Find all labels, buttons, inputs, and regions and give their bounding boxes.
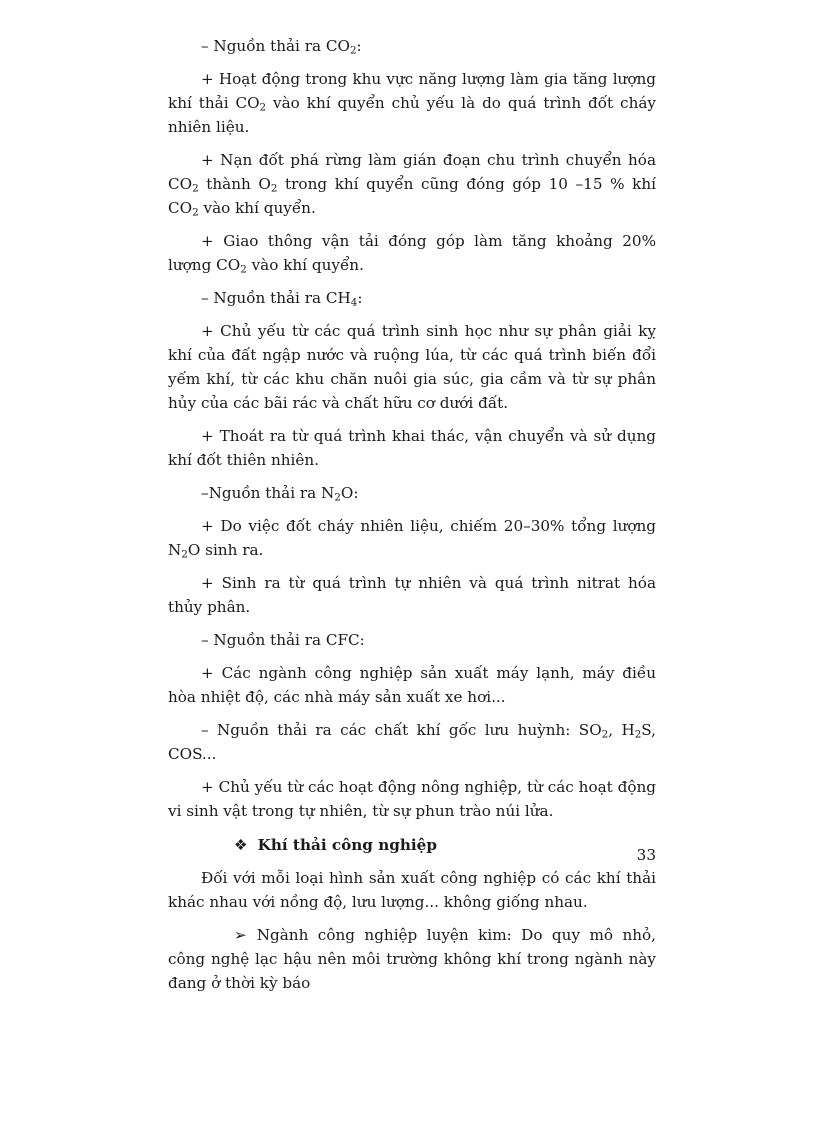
ch4-natural-gas-paragraph: + Thoát ra từ quá trình khai thác, vận chuyển và sử dụng khí đốt thiên nhiên. xyxy=(168,427,656,469)
sulfur-sources-heading: – Nguồn thải ra các chất khí gốc lưu huỳnh: $SO_2$, $H_2S$, COS... xyxy=(168,721,656,763)
n2o-natural-paragraph: + Sinh ra từ quá trình tự nhiên và quá trình nitrat hóa thủy phân. xyxy=(168,574,656,616)
ch4-biological-paragraph: + Chủ yếu từ các quá trình sinh học như sự phân giải kỵ khí của đất ngập nước và ruộng lúa, từ các quá trình biến đổi yếm khí, từ các khu chăn nuôi gia súc, gia cầm và từ sự phân hủy của các bãi rác và chất hữu cơ dưới đất. xyxy=(168,322,656,412)
cfc-industry-paragraph: + Các ngành công nghiệp sản xuất máy lạnh, máy điều hòa nhiệt độ, các nhà máy sản xuất xe hơi... xyxy=(168,664,656,706)
co2-transport-paragraph: + Giao thông vận tải đóng góp làm tăng khoảng 20% lượng $CO_2$ vào khí quyển. xyxy=(168,232,656,276)
metallurgy-paragraph: ➢ Ngành công nghiệp luyện kim: Do quy mô nhỏ, công nghệ lạc hậu nên môi trường không khí trong ngành này đang ở thời kỳ báo xyxy=(168,923,656,995)
page-number: 33 xyxy=(636,846,656,864)
cfc-sources-heading: – Nguồn thải ra CFC: xyxy=(201,631,365,649)
page-body xyxy=(168,34,656,1004)
co2-sources-heading: – Nguồn thải ra $CO_2$: xyxy=(201,37,362,57)
n2o-sources-heading: –Nguồn thải ra $N_2O$: xyxy=(201,484,359,504)
arrowhead-bullet-icon: ➢ xyxy=(234,926,247,944)
co2-energy-paragraph: + Hoạt động trong khu vực năng lượng làm gia tăng lượng khí thải $CO_2$ vào khí quyển chủ yếu là do quá trình đốt cháy nhiên liệu. xyxy=(168,70,656,136)
ch4-sources-heading: – Nguồn thải ra $CH_4$: xyxy=(201,289,363,309)
industrial-emissions-heading: ❖ Khí thải công nghiệp xyxy=(168,833,656,857)
n2o-fuel-paragraph: + Do việc đốt cháy nhiên liệu, chiếm 20–30% tổng lượng $N_2O$ sinh ra. xyxy=(168,517,656,561)
diamond-bullet-icon: ❖ xyxy=(234,836,248,854)
sulfur-agriculture-paragraph: + Chủ yếu từ các hoạt động nông nghiệp, từ các hoạt động vi sinh vật trong tự nhiên, từ sự phun trào núi lửa. xyxy=(168,778,656,820)
industrial-intro-paragraph: Đối với mỗi loại hình sản xuất công nghiệp có các khí thải khác nhau với nồng độ, lưu lượng... không giống nhau. xyxy=(168,869,656,911)
co2-deforestation-paragraph: + Nạn đốt phá rừng làm gián đoạn chu trình chuyển hóa $CO_2$ thành $O_2$ trong khí quyển cũng đóng góp 10 –15 % khí $CO_2$ vào khí quyển. xyxy=(168,151,656,219)
